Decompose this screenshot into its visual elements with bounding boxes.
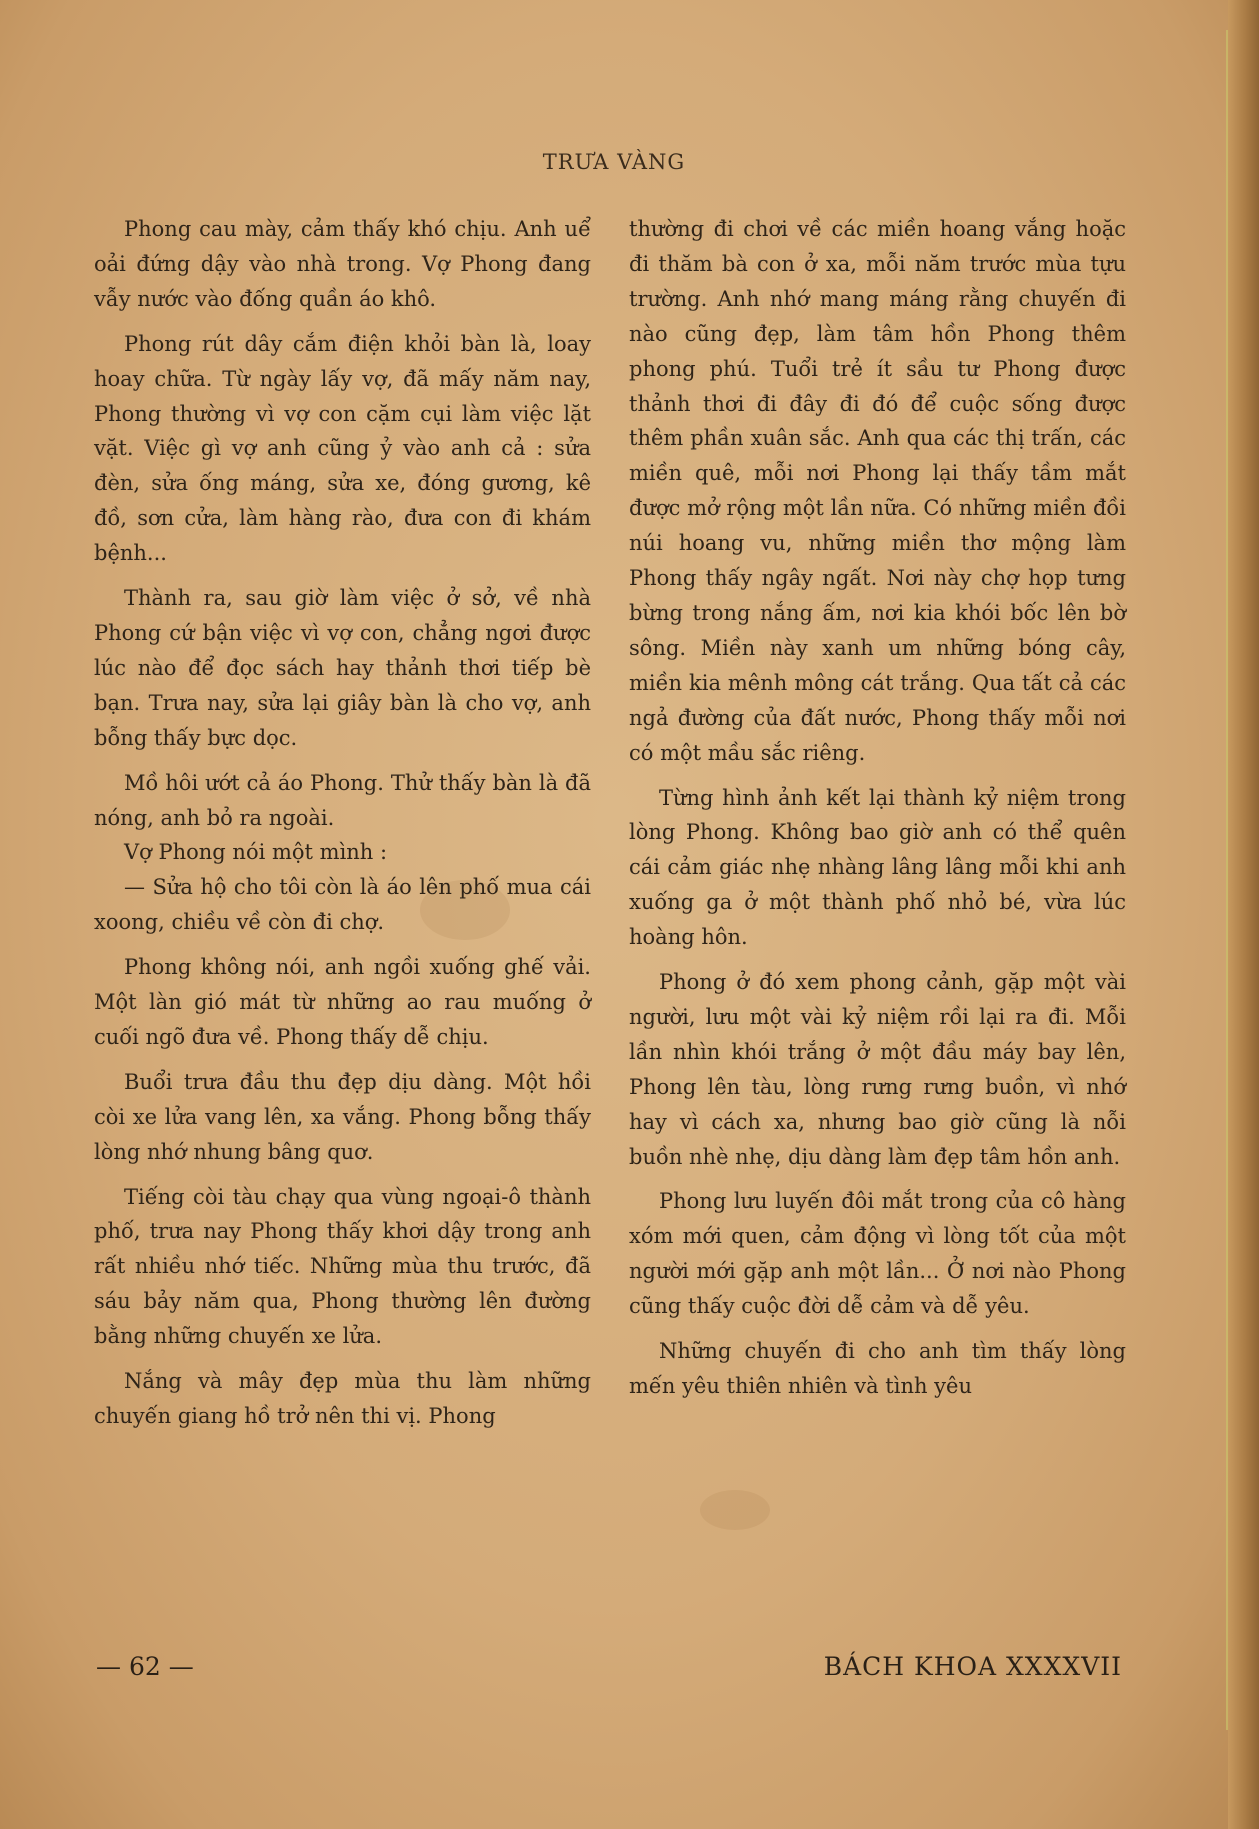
dialogue-paragraph: — Sửa hộ cho tôi còn là áo lên phố mua cái xoong, chiều về còn đi chợ. — [94, 875, 591, 935]
paragraph: thường đi chơi về các miền hoang vắng hoặc đi thăm bà con ở xa, mỗi năm trước mùa tựu trường. Anh nhớ mang máng rằng chuyến đi nào cũng đẹp, làm tâm hồn Phong thêm phong phú. Tuổi trẻ ít sầu tư Phong được thảnh thơi đi đây đi đó để cuộc sống được thêm phần xuân sắc. Anh qua các thị trấn, các miền quê, mỗi nơi Phong lại thấy tầm mắt được mở rộng một lần nữa. Có những miền đồi núi hoang vu, những miền thơ mộng làm Phong thấy ngây ngất. Nơi này chợ họp tưng bừng trong nắng ấm, nơi kia khói bốc lên bờ sông. Miền này xanh um những bóng cây, miền kia mênh mông cát trắng. Qua tất cả các ngả đường của đất nước, Phong thấy mỗi nơi có một mầu sắc riêng. — [629, 217, 1126, 765]
paragraph: Những chuyến đi cho anh tìm thấy lòng mến yêu thiên nhiên và tình yêu — [629, 1339, 1126, 1398]
paragraph: Phong rút dây cắm điện khỏi bàn là, loay hoay chữa. Từ ngày lấy vợ, đã mấy năm nay, Phong thường vì vợ con cặm cụi làm việc lặt vặt. Việc gì vợ anh cũng ỷ vào anh cả : sửa đèn, sửa ống máng, sửa xe, đóng gương, kê đồ, sơn cửa, làm hàng rào, đưa con đi khám bệnh... — [94, 331, 591, 566]
paragraph: Mồ hôi ướt cả áo Phong. Thử thấy bàn là đã nóng, anh bỏ ra ngoài. — [94, 770, 591, 830]
paragraph: Buổi trưa đầu thu đẹp dịu dàng. Một hồi còi xe lửa vang lên, xa vắng. Phong bỗng thấy lòng nhớ nhung bâng quơ. — [94, 1069, 591, 1164]
paragraph: Từng hình ảnh kết lại thành kỷ niệm trong lòng Phong. Không bao giờ anh có thể quên cái cảm giác nhẹ nhàng lâng lâng mỗi khi anh xuống ga ở một thành phố nhỏ bé, vừa lúc hoàng hôn. — [629, 785, 1126, 950]
running-head: TRƯA VÀNG — [542, 150, 686, 174]
left-column — [94, 212, 591, 1434]
footer-magazine-title: BÁCH KHOA XXXXVII — [823, 1652, 1122, 1681]
paper-stain — [700, 1490, 770, 1530]
page-edge — [1228, 0, 1259, 1829]
paragraph: Thành ra, sau giờ làm việc ở sở, về nhà Phong cứ bận việc vì vợ con, chẳng ngơi được lúc nào để đọc sách hay thảnh thơi tiếp bè bạn. Trưa nay, sửa lại giây bàn là cho vợ, anh bỗng thấy bực dọc. — [94, 586, 591, 750]
paragraph: Phong lưu luyến đôi mắt trong của cô hàng xóm mới quen, cảm động vì lòng tốt của một người mới gặp anh một lần... Ở nơi nào Phong cũng thấy cuộc đời dễ cảm và dễ yêu. — [629, 1189, 1126, 1319]
paragraph: Nắng và mây đẹp mùa thu làm những chuyến giang hồ trở nên thi vị. Phong — [94, 1369, 591, 1428]
right-column — [629, 212, 1126, 1404]
page-number: — 62 — — [96, 1652, 194, 1681]
paragraph: Phong không nói, anh ngồi xuống ghế vải. Một làn gió mát từ những ao rau muống ở cuối ngõ đưa về. Phong thấy dễ chịu. — [94, 955, 591, 1049]
paragraph: Phong cau mày, cảm thấy khó chịu. Anh uể oải đứng dậy vào nhà trong. Vợ Phong đang vẫy nước vào đống quần áo khô. — [94, 217, 591, 311]
paragraph: Vợ Phong nói một mình : — [124, 840, 388, 865]
paragraph: Tiếng còi tàu chạy qua vùng ngoại-ô thành phố, trưa nay Phong thấy khơi dậy trong anh rất nhiều nhớ tiếc. Những mùa thu trước, đã sáu bảy năm qua, Phong thường lên đường bằng những chuyến xe lửa. — [94, 1184, 591, 1349]
paragraph: Phong ở đó xem phong cảnh, gặp một vài người, lưu một vài kỷ niệm rồi lại ra đi. Mỗi lần nhìn khói trắng ở một đầu máy bay lên, Phong lên tàu, lòng rưng rưng buồn, vì nhớ hay vì cách xa, nhưng bao giờ cũng là nỗi buồn nhè nhẹ, dịu dàng làm đẹp tâm hồn anh. — [629, 970, 1126, 1169]
